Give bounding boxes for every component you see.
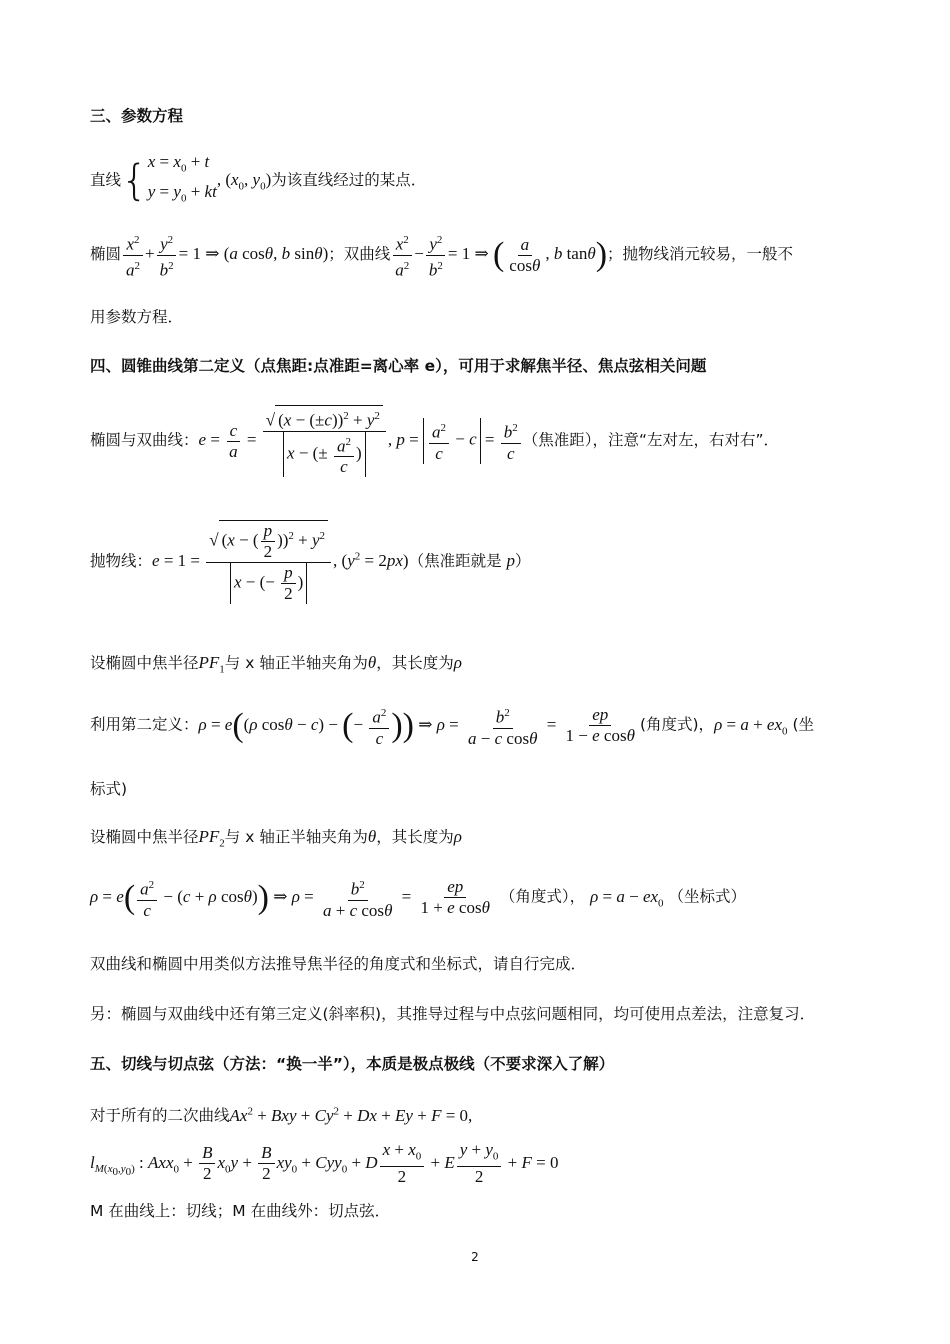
set-focal-radius-1: 设椭圆中焦半径$PF_1$与 x 轴正半轴夹角为θ，其长度为ρ [90, 653, 462, 676]
ellipse-hyperbola-second-definition: 椭圆与双曲线：e = $\frac{c}{a}$ = √ $(x - (\pm c))^2 + y^2$ x − (± $\frac{a^2}{c}$ ) , p = $\frac{a^2}{c}$ − c = $\frac{b^2}{c}$ （焦准距），注意“左对左，右对右”． [90, 405, 779, 477]
third-definition-note: 另：椭圆与双曲线中还有第三定义(斜率积)，其推导过程与中点弦问题相同，均可使用点差法，注意复习． [90, 1005, 816, 1023]
set-focal-radius-2: 设椭圆中焦半径$PF_2$与 x 轴正半轴夹角为θ，其长度为ρ [90, 827, 462, 850]
section-3-title: 三、参数方程 [90, 107, 184, 125]
ellipse-hyperbola-parametric: 椭圆 $\frac{x^2}{a^2}$ + $\frac{y^2}{b^2}$ = 1 ⇒ (a cosθ, b sinθ)；双曲线 $\frac{x^2}{a^2}$ − $\frac{y^2}{b^2}$ = 1 ⇒ ( $\frac{a}{\cos\theta}$ , b tanθ)；抛物线消元较易，一般不 [90, 230, 793, 280]
hyperbola-note: 双曲线和椭圆中用类似方法推导焦半径的角度式和坐标式，请自行完成． [90, 955, 587, 973]
second-definition-derivation-1: 利用第二定义：ρ = e((ρ cosθ − c) − (− $\frac{a^2}{c}$ )) ⇒ ρ = $\frac{b^2}{\text{a − c cosθ}}$ = $\frac{ep}{\text{1 − e cosθ}}$ (角度式)，$\rho = a + ex_0$ (坐 [90, 703, 814, 749]
general-conic: 对于所有的二次曲线$Ax^2$ + Bxy + $Cy^2 + Dx + Ey + F = 0$, [90, 1105, 473, 1125]
second-definition-derivation-2: ρ = e( $\frac{a^2}{c}$ − (c + ρ cosθ)) ⇒ ρ = $\frac{b^2}{\text{a + c cosθ}}$ = $\frac{ep}{\text{1 + e cosθ}}$ （角度式）， $\rho = a - ex_0$ （坐标式） [90, 875, 746, 921]
tangent-line-formula: $l_{M(x_0,y_0)}$ : Axx$_0$ + $\frac{B}{2}$ $x_0y$ + $\frac{B}{2}$ $xy_0 + Cyy_0 + D$ $\frac{x + x_0}{2}$ + E $\frac{y + y_0}{2}$ + F = 0 [90, 1140, 559, 1187]
section-4-title: 四、圆锥曲线第二定义（点焦距:点准距=离心率 e），可用于求解焦半径、焦点弦相关问题 [90, 357, 707, 375]
m-note: M 在曲线上：切线；M 在曲线外：切点弦． [90, 1202, 391, 1220]
parabola-second-definition: 抛物线：e = 1 = √ (x − ( $\frac{p}{2}$ ))$^2 + y^2$ x − (− $\frac{p}{2}$ ) , $(y^2 = 2px)$（焦准距就是 p） [90, 521, 531, 603]
section-5-title: 五、切线与切点弦（方法：“换一半”），本质是极点极线（不要求深入了解） [90, 1055, 615, 1073]
parametric-note: 用参数方程． [90, 308, 184, 326]
line-parametric: 直线{ $x = x_0 + t$ $y = y_0$ + kt , ($x_0$, $y_0$)为该直线经过的某点． [90, 152, 427, 205]
page-number: 2 [471, 1250, 479, 1264]
coord-form-continued: 标式) [90, 780, 128, 798]
